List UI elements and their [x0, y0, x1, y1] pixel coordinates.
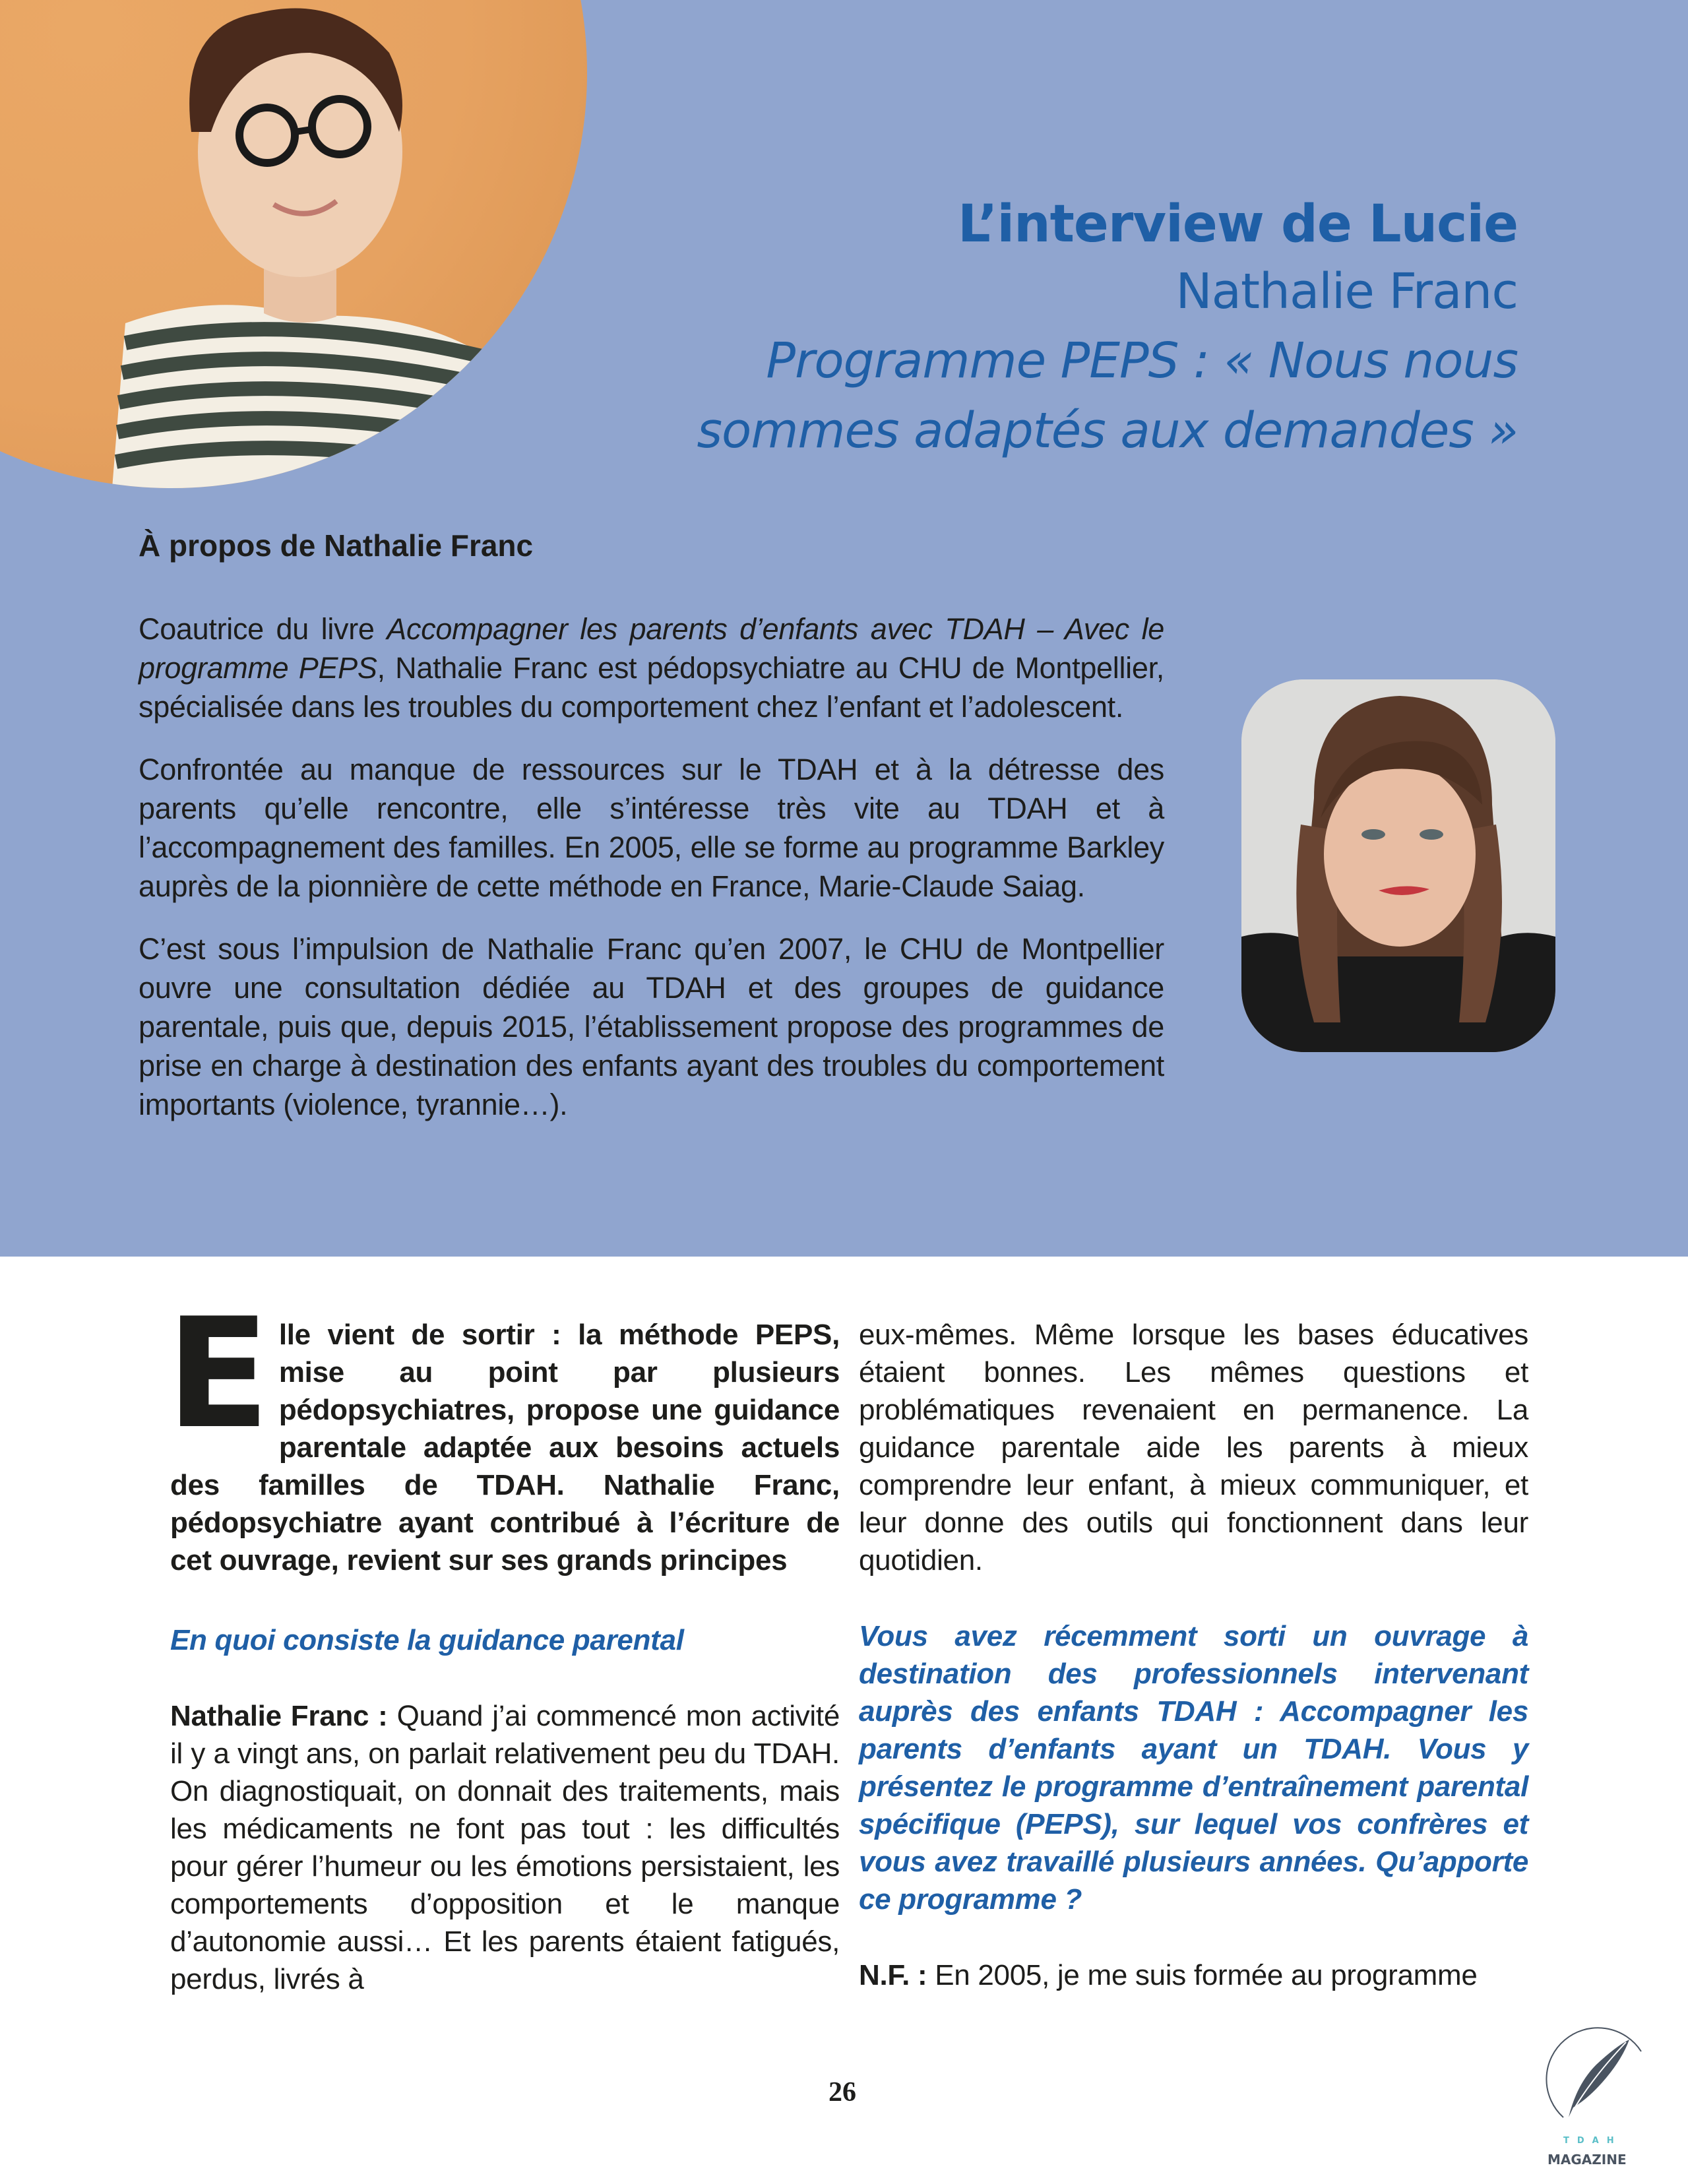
- headline-line-2: sommes adaptés aux demandes »: [697, 402, 1518, 459]
- about-paragraph-3: C’est sous l’impulsion de Nathalie Franc qu’en 2007, le CHU de Montpellier ouvre une consultation dédiée au TDAH et des groupes de guidance parentale, puis que, depuis 2015, l’établissement propose des programmes de prise en charge à destination des enfants ayant des troubles du comportement importants (violence, tyrannie…).: [139, 932, 1164, 1121]
- about-section: [139, 522, 1164, 1148]
- tdah-magazine-logo: [1517, 2012, 1675, 2184]
- speaker-label-short: N.F. :: [859, 1959, 927, 1991]
- answer-1-continued: eux-mêmes. Même lorsque les bases éducatives étaient bonnes. Les mêmes questions et problématiques revenaient en permanence. La guidance parentale aide les parents à mieux comprendre leur enfant, à mieux communiquer, et leur donne des outils qui fonctionnent dans leur quotidien.: [859, 1319, 1528, 1576]
- headline-line-1: Programme PEPS : « Nous nous: [766, 332, 1518, 389]
- article-title: L’interview de Lucie: [957, 195, 1518, 254]
- feather-icon: [1517, 2012, 1675, 2137]
- about-p1-intro: Coautrice du livre: [139, 612, 387, 646]
- interviewee-name: Nathalie Franc: [1175, 263, 1518, 320]
- book-title: Accompagner les parents d’enfants avec TDAH – Avec le programme PEPS: [139, 612, 1164, 685]
- nathalie-franc-illustration: [1241, 679, 1555, 1052]
- answer-1: [170, 1697, 840, 1998]
- article-lead: [166, 1286, 840, 1579]
- about-heading: À propos de Nathalie Franc: [139, 528, 534, 563]
- article-column-right: [859, 1316, 1528, 1994]
- lead-text: lle vient de sortir : la méthode PEPS, mise au point par plusieurs pédopsychiatres, propose une guidance parentale adaptée aux besoins actuels des familles de TDAH. Nathalie Franc, pédopsychiatre ayant contribué à l’écriture de cet ouvrage, revient sur ses grands principes: [170, 1319, 840, 1576]
- article-header: [697, 191, 1518, 466]
- bio-portrait-photo: [1241, 679, 1555, 1052]
- logo-magazine-text: MAGAZINE: [1547, 2152, 1627, 2168]
- answer-2-text: En 2005, je me suis formée au programme: [927, 1959, 1478, 1991]
- question-2: Vous avez récemment sorti un ouvrage à destination des professionnels intervenant auprès des enfants TDAH : Accompagner les parents d’enfants ayant un TDAH. Vous y présentez le programme d’entraînement parental spécifique (PEPS), sur lequel vos confrères et vous avez travaillé plusieurs années. Qu’apporte ce programme ?: [859, 1620, 1528, 1916]
- page-number: 26: [828, 2077, 856, 2107]
- speaker-label: Nathalie Franc :: [170, 1700, 388, 1732]
- interviewer-illustration: [0, 0, 587, 488]
- question-1: En quoi consiste la guidance parental: [170, 1624, 684, 1656]
- top-portrait-photo: [0, 0, 587, 488]
- about-paragraph-1: [139, 609, 1164, 726]
- answer-1-text: Quand j’ai commencé mon activité il y a vingt ans, on parlait relativement peu du TDAH. On diagnostiquait, on donnait des traitements, mais les médicaments ne font pas tout : les difficultés pour gérer l’humeur ou les émotions persistaient, les comportements d’opposition et le manque d’autonomie aussi… Et les parents étaient fatigués, perdus, livrés à: [170, 1700, 840, 1995]
- answer-2: [859, 1956, 1528, 1994]
- about-paragraph-2: Confrontée au manque de ressources sur le TDAH et à la détresse des parents qu’elle rencontre, elle s’intéresse très vite au TDAH et à l’accompagnement des familles. En 2005, elle se forme au programme Barkley auprès de la pionnière de cette méthode en France, Marie-Claude Saiag.: [139, 753, 1164, 903]
- article-column-left: [166, 1286, 840, 1998]
- about-p1-rest: , Nathalie Franc est pédopsychiatre au CHU de Montpellier, spécialisée dans les troubles du comportement chez l’enfant et l’adolescent.: [139, 651, 1165, 724]
- drop-cap: E: [166, 1286, 270, 1462]
- logo-tdah-text: TDAH: [1563, 2136, 1622, 2146]
